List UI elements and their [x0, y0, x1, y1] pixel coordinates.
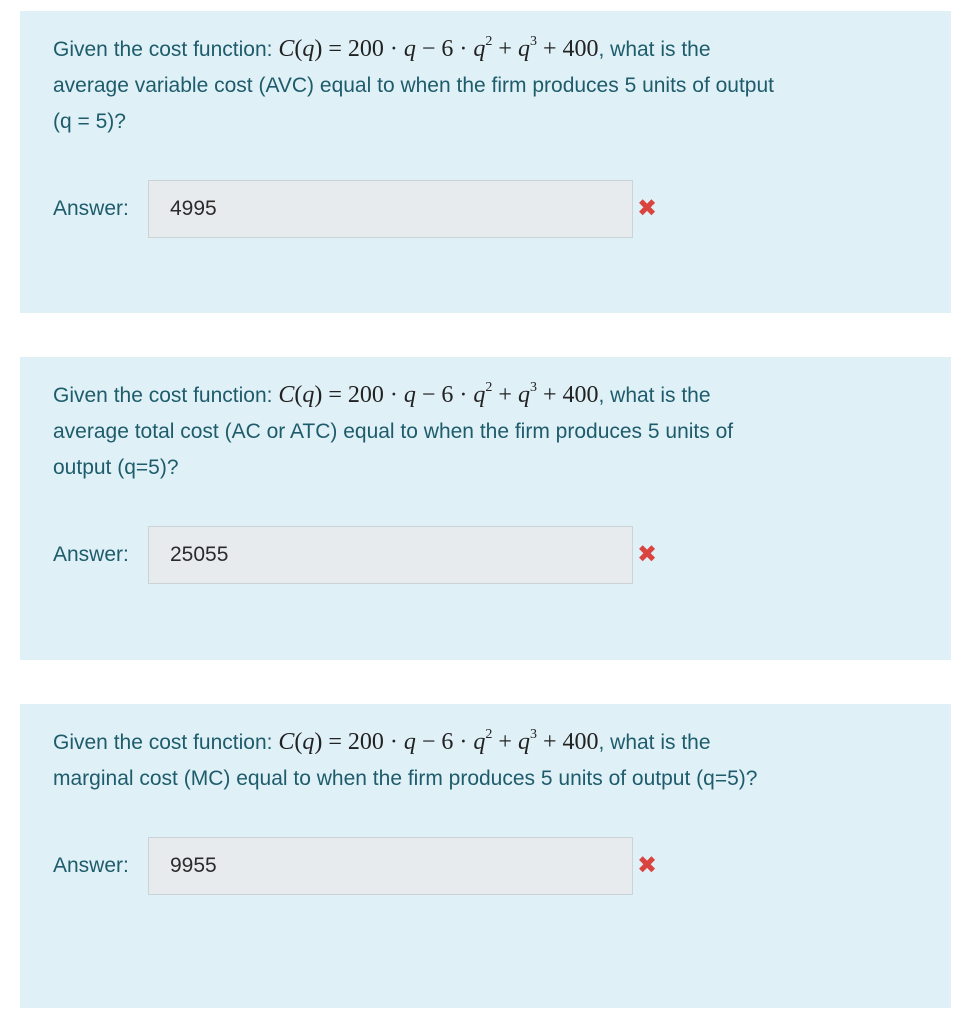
question-body-text: marginal cost (MC) equal to when the firm produces 5 units of output (q=5)? [53, 767, 758, 790]
question-tail-text: , what is the [598, 731, 711, 754]
question-prompt-1 [53, 31, 913, 140]
cost-function-formula: $C(q) = 200 \cdot q - 6 \cdot q^2 + q^3 + 400$ [278, 34, 599, 62]
question-end-text: (q = 5)? [53, 110, 126, 133]
question-end-text: output (q=5)? [53, 456, 179, 479]
question-tail-text: , what is the [598, 384, 711, 407]
cost-function-formula: $C(q) = 200 \cdot q - 6 \cdot q^2 + q^3 + 400$ [278, 380, 599, 408]
cross-icon: ✖ [636, 852, 658, 879]
question-lead-text: Given the cost function: [53, 384, 273, 407]
question-card-2 [20, 357, 951, 660]
cross-icon: ✖ [636, 195, 658, 222]
question-body-text: average total cost (AC or ATC) equal to when the firm produces 5 units of [53, 420, 734, 443]
answer-input[interactable] [148, 526, 633, 584]
answer-label: Answer: [53, 197, 129, 220]
cross-icon: ✖ [636, 541, 658, 568]
answer-input[interactable] [148, 180, 633, 238]
question-prompt-2 [53, 377, 913, 486]
answer-label: Answer: [53, 854, 129, 877]
question-prompt-3 [53, 724, 913, 797]
answer-input[interactable] [148, 837, 633, 895]
question-lead-text: Given the cost function: [53, 731, 273, 754]
cost-function-formula: $C(q) = 200 \cdot q - 6 \cdot q^2 + q^3 + 400$ [278, 727, 599, 755]
question-tail-text: , what is the [598, 38, 711, 61]
answer-label: Answer: [53, 543, 129, 566]
question-card-1 [20, 11, 951, 313]
question-lead-text: Given the cost function: [53, 38, 273, 61]
question-card-3 [20, 704, 951, 1008]
question-body-text: average variable cost (AVC) equal to when the firm produces 5 units of output [53, 74, 775, 97]
